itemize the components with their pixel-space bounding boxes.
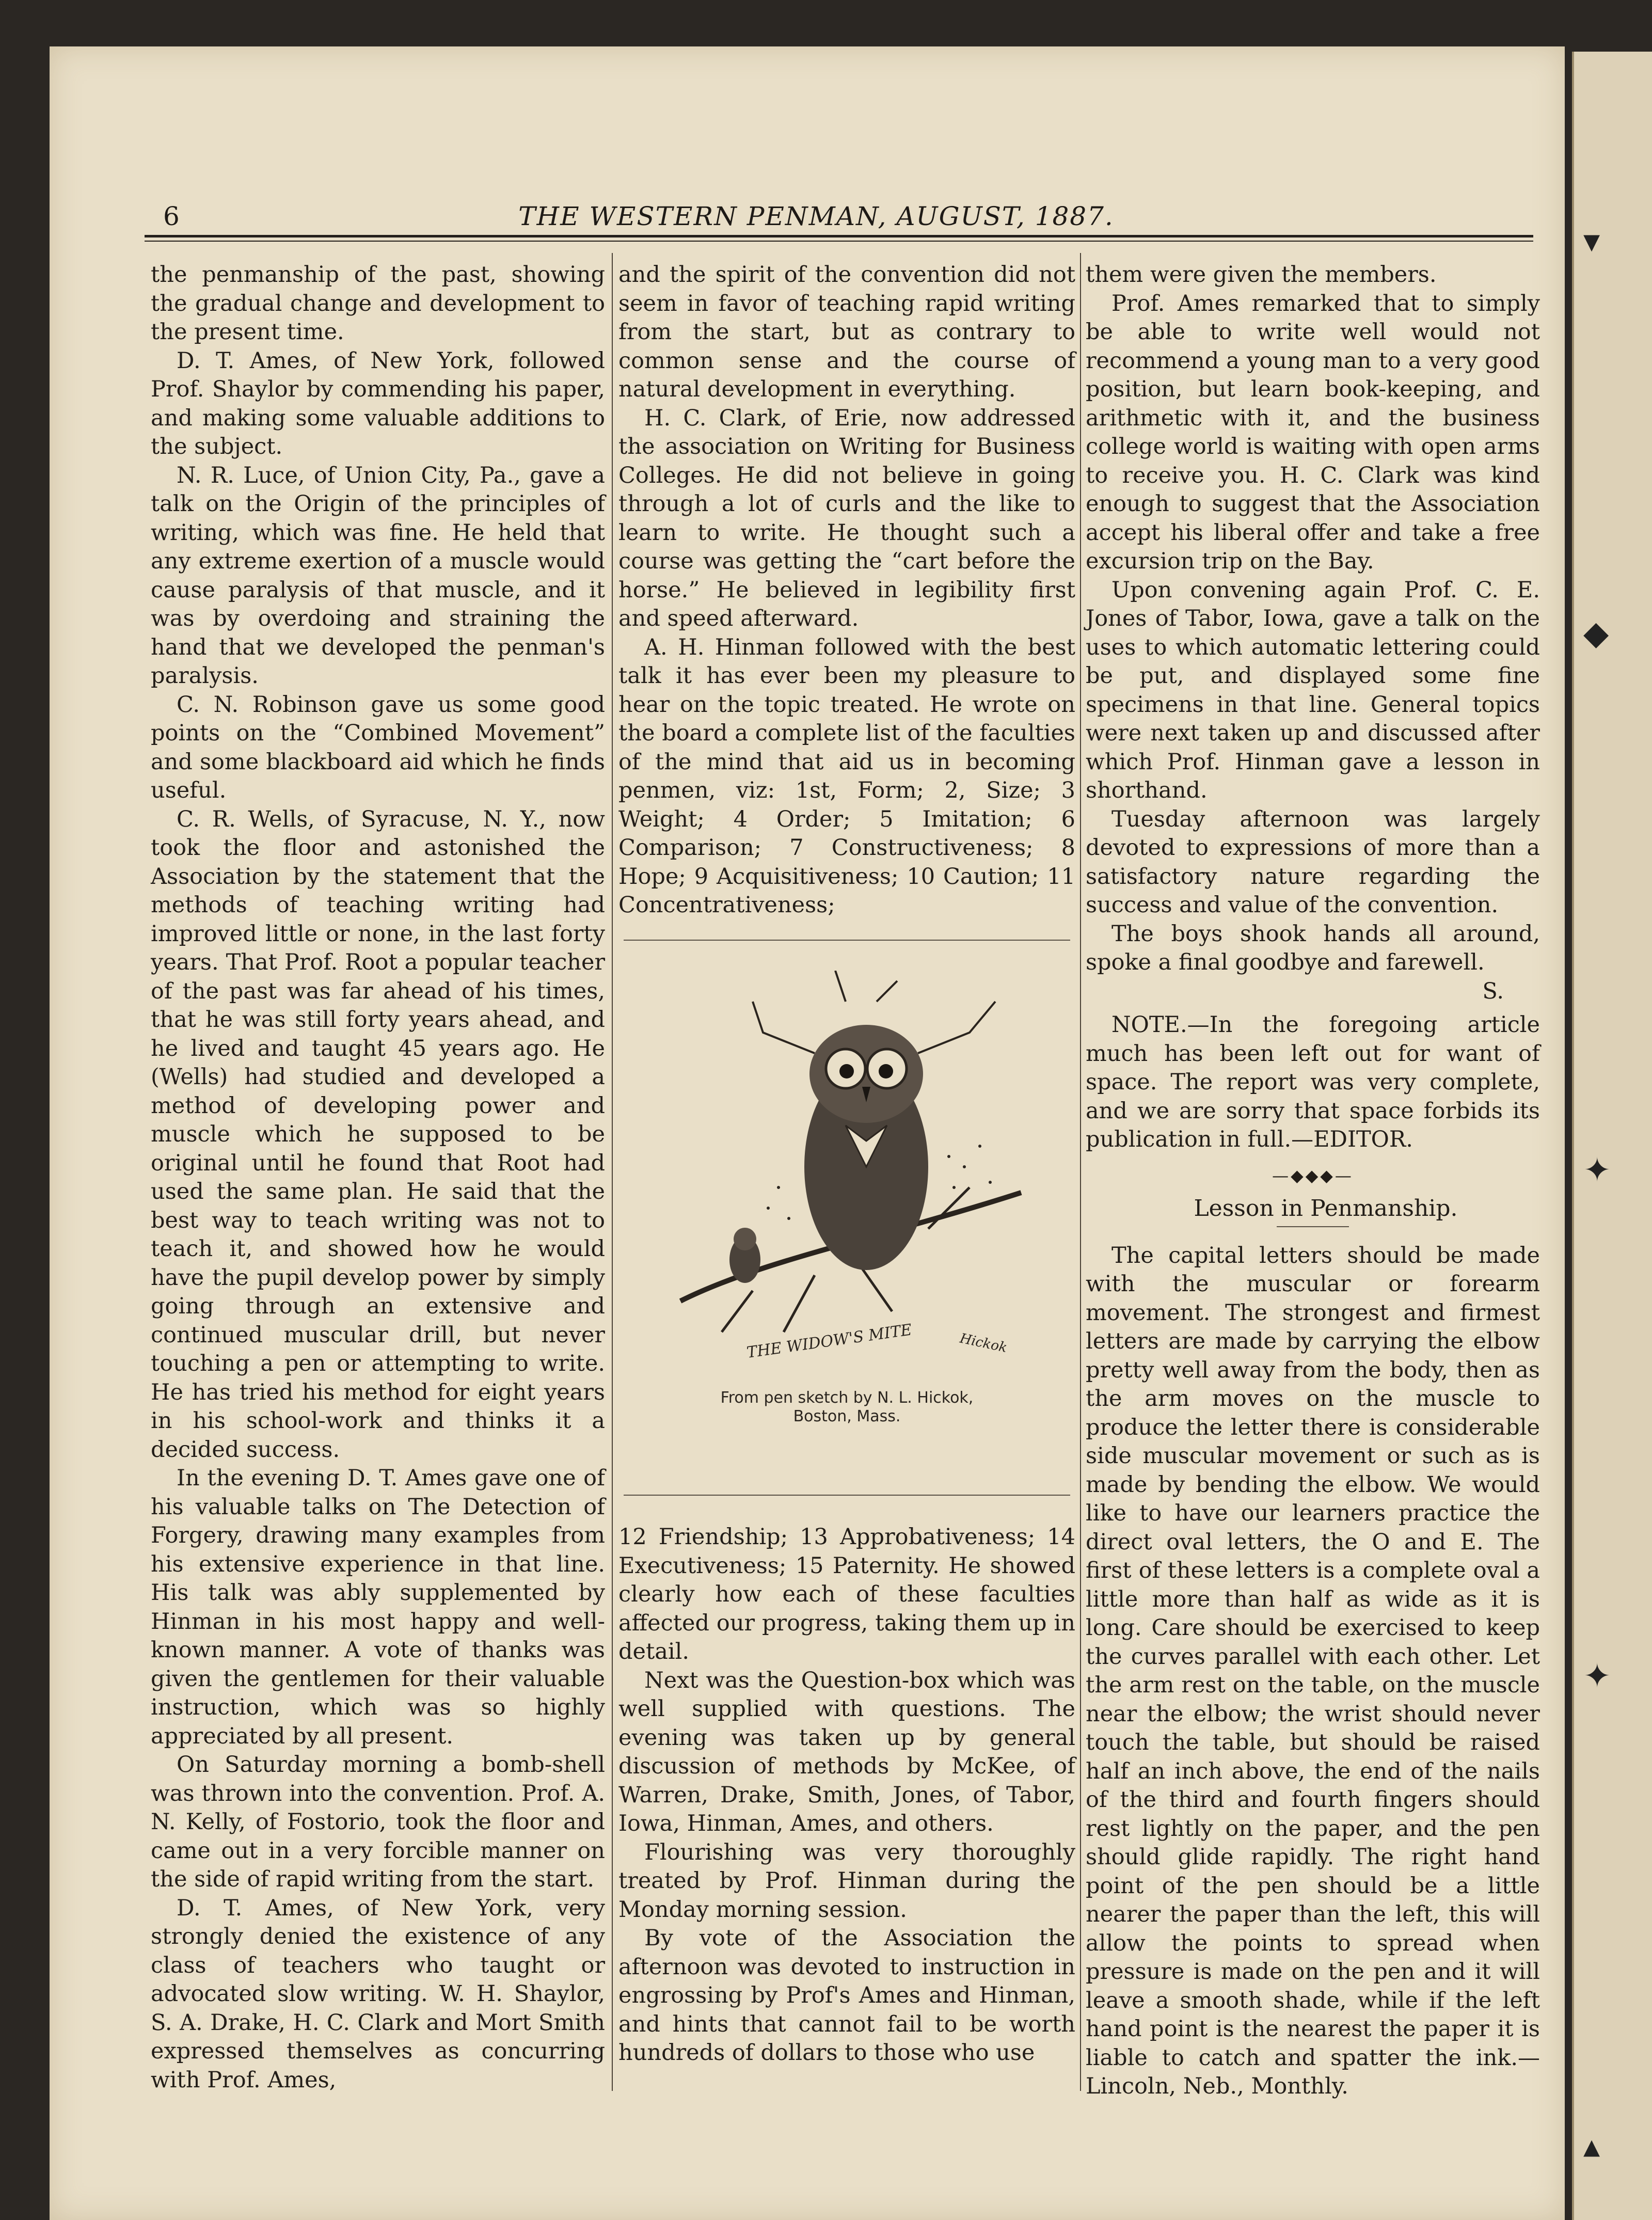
adjacent-page-edge: [1572, 52, 1652, 2220]
illustration-lettering: THE WIDOW'S MITE: [745, 1321, 913, 1362]
ornament-divider: —◆◆◆—: [1272, 1165, 1354, 1185]
header-rule: [145, 235, 1533, 237]
figure-rule: [624, 940, 1070, 941]
paragraph: Prof. Ames remarked that to simply be able to write well would not recommend a young man to a very good position, but learn book-keeping, and arithmetic with it, and the business college world is waiting with open arms to receive you. H. C. Clark was kind enough to suggest that the Association accept his liberal offer and take a free excursion trip on the Bay.: [1086, 290, 1540, 574]
page-title: THE WESTERN PENMAN, AUGUST, 1887.: [518, 201, 1114, 231]
page-edge-mark: ▴: [1583, 2127, 1600, 2165]
illustration: [618, 940, 1075, 1497]
paragraph: D. T. Ames, of New York, very strongly denied the existence of any class of teachers who taught or advocated slow writing. W. H. Shaylor, S. A. Drake, H. C. Clark and Mort Smith expressed themselves as concurring with Prof. Ames,: [151, 1895, 605, 2093]
figure-rule: [624, 1495, 1070, 1496]
column-divider: [1080, 253, 1081, 2091]
paragraph: Tuesday afternoon was largely devoted to expressions of more than a satisfactory nature regarding the success and value of the convention.: [1086, 806, 1540, 918]
illustration-signature: Hickok: [958, 1330, 1009, 1356]
editor-note: NOTE.—In the foregoing article much has been left out for want of space. The report was very complete, and we are sorry that space forbids its publication in full.—EDITOR.: [1086, 1012, 1540, 1152]
column-divider: [612, 253, 613, 2091]
caption-line: Boston, Mass.: [793, 1407, 901, 1425]
column-3: [1086, 261, 1540, 2101]
page-edge-mark: ✦: [1583, 1151, 1611, 1190]
paragraph: By vote of the Association the afternoon was devoted to instruction in engrossing by Prof's Ames and Hinman, and hints that cannot fail to be worth hundreds of dollars to those who use: [618, 1925, 1075, 2066]
paragraph: Upon convening again Prof. C. E. Jones of Tabor, Iowa, gave a talk on the uses to which automatic lettering could be put, and displayed some fine specimens in that line. General topics were next taken up and discussed after which Prof. Hinman gave a lesson in shorthand.: [1086, 577, 1540, 803]
paragraph: The capital letters should be made with the muscular or forearm movement. The strongest and firmest letters are made by carrying the elbow pretty well away from the body, then as the arm moves on the muscle to produce the letter there is considerable side muscular movement or such as is made by bending the elbow. We would like to have our learners practice the direct oval letters, the O and E. The first of these letters is a complete oval a little more than half as wide as it is long. Care should be exercised to keep the curves parallel with each other. Let the arm rest on the table, on the muscle near the elbow; the wrist should never touch the table, but should be raised half an inch above, the end of the nails of the third and fourth fingers should rest lightly on the paper, and the pen should glide rapidly. The right hand point of the pen should be a little nearer the paper than the left, this will allow the points to spread when pressure is made on the pen and it will leave a smooth shade, while if the left hand point is the nearest the paper it is liable to catch and spatter the ink.—Lincoln, Neb., Monthly.: [1086, 1242, 1540, 2099]
article-signature: S.: [1482, 978, 1504, 1004]
paragraph: A. H. Hinman followed with the best talk it has ever been my pleasure to hear on the topic treated. He wrote on the board a complete list of the faculties of the mind that aid us in becoming penmen, viz: 1st, Form; 2, Size; 3 Weight; 4 Order; 5 Imitation; 6 Comparison; 7 Constructiveness; 8 Hope; 9 Acquisitiveness; 10 Caution; 11 Concentrativeness;: [618, 634, 1075, 918]
column-2-continued: [618, 1523, 1075, 2068]
paragraph: and the spirit of the convention did not seem in favor of teaching rapid writing from the start, but as contrary to common sense and the course of natural development in everything.: [618, 262, 1075, 402]
page-number: 6: [163, 201, 180, 231]
paragraph: N. R. Luce, of Union City, Pa., gave a talk on the Origin of the principles of writing, which was fine. He held that any extreme exertion of a muscle would cause paralysis of that muscle, and it was by overdoing and straining the hand that we developed the penman's paralysis.: [151, 462, 605, 689]
column-2: [618, 261, 1075, 920]
page-edge-mark: ▾: [1583, 222, 1600, 260]
paragraph: The boys shook hands all around, spoke a final goodbye and farewell.: [1086, 921, 1540, 975]
page-header: [101, 196, 1531, 237]
column-1: [151, 261, 605, 2095]
paragraph: On Saturday morning a bomb-shell was thrown into the convention. Prof. A. N. Kelly, of Fostorio, took the floor and came out in a very forcible manner on the side of rapid writing from the start.: [151, 1752, 605, 1892]
page-edge-mark: ✦: [1583, 1657, 1611, 1695]
paragraph: In the evening D. T. Ames gave one of his valuable talks on The Detection of Forgery, drawing many examples from his extensive experience in that line. His talk was ably supplemented by Hinman in his most happy and well-known manner. A vote of thanks was given the gentlemen for their valuable instruction, which was so highly appreciated by all present.: [151, 1465, 605, 1749]
paragraph: 12 Friendship; 13 Approbativeness; 14 Executiveness; 15 Paternity. He showed clearly how each of these faculties affected our progress, taking them up in detail.: [618, 1524, 1075, 1664]
paragraph: C. R. Wells, of Syracuse, N. Y., now took the floor and astonished the Association by the statement that the methods of teaching writing had improved little or none, in the last forty years. That Prof. Root a popular teacher of the past was far ahead of his times, that he was still forty years ahead, and he lived and taught 45 years ago. He (Wells) had studied and developed a method of developing power and muscle which he supposed to be original until he found that Root had used the same plan. He said that the best way to teach writing was not to teach it, and showed how he would have the pupil develop power by simply going through an extensive and continued muscular drill, but never touching a pen or attempting to write. He has tried his method for eight years in his school-work and thinks it a decided success.: [151, 806, 605, 1463]
paragraph: the penmanship of the past, showing the gradual change and development to the present time.: [151, 262, 605, 345]
page-edge-mark: ◆: [1583, 614, 1609, 653]
paragraph: them were given the members.: [1086, 262, 1437, 288]
paragraph: H. C. Clark, of Erie, now addressed the association on Writing for Business Colleges. He did not believe in going through a lot of curls and the like to learn to write. He thought such a course was getting the “cart before the horse.” He believed in legibility first and speed afterward.: [618, 405, 1075, 631]
caption-line: From pen sketch by N. L. Hickok,: [720, 1389, 974, 1407]
figure-caption: [618, 1389, 1075, 1426]
paragraph: Flourishing was very thoroughly treated by Prof. Hinman during the Monday morning session.: [618, 1839, 1075, 1923]
section-heading: Lesson in Penmanship.: [1194, 1195, 1458, 1222]
heading-rule: [1277, 1226, 1349, 1227]
paragraph: C. N. Robinson gave us some good points on the “Combined Movement” and some blackboard aid which he finds useful.: [151, 691, 605, 803]
owl-sketch: [660, 971, 1031, 1384]
paragraph: D. T. Ames, of New York, followed Prof. Shaylor by commending his paper, and making some valuable additions to the subject.: [151, 347, 605, 459]
header-rule: [145, 241, 1533, 242]
paragraph: Next was the Question-box which was well supplied with questions. The evening was taken up by general discussion of methods by McKee, of Warren, Drake, Smith, Jones, of Tabor, Iowa, Hinman, Ames, and others.: [618, 1667, 1075, 1836]
